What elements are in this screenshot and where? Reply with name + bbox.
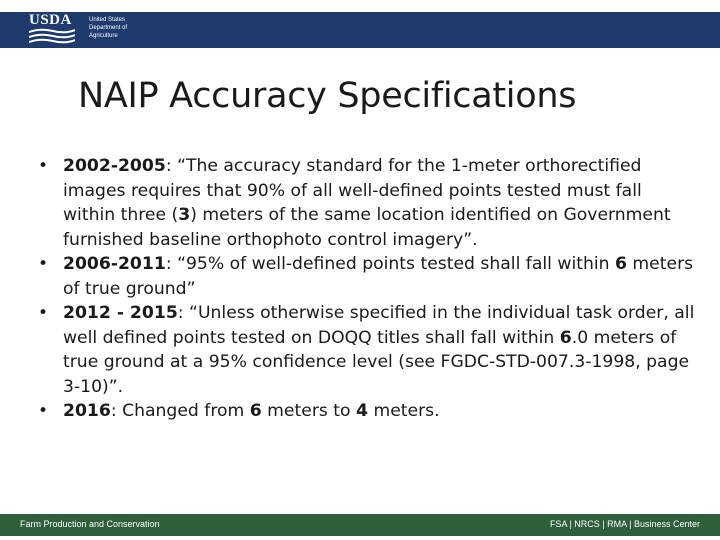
bullet-text: : “95% of well-defined points tested shall fall within [165,254,615,274]
bullet-text: : “The accuracy standard for the 1-meter orthorectified images requires that 90% of all well-defined points tested must fall within three ( [63,156,642,225]
footer-left-text: Farm Production and Conservation [20,519,160,529]
usda-logo [27,12,167,48]
bullet-text: meters. [367,401,440,421]
bullet-period-label: 2016 [63,401,111,421]
bullet-text: ) meters of the same location identified on Government furnished baseline orthophoto control imagery”. [63,205,671,250]
bullet-period-label: 2012 - 2015 [63,303,178,323]
bullet-dot-icon: • [38,401,49,421]
bullet-emphasis-value: 4 [356,401,368,421]
usda-agency-name [89,16,127,40]
bullet-text: : “Unless otherwise specified in the individual task order, all well defined points tested on DOQQ titles shall fall within [63,303,695,348]
bullet-emphasis-value: 3 [178,205,191,225]
bullet-text: : Changed from [110,401,250,421]
agency-line-3: Agriculture [89,33,118,39]
bullet-dot-icon: • [38,156,49,176]
bullet-text: .0 meters of true ground at a 95% confidence level (see FGDC-STD-007.3-1998, page 3-10)”. [63,327,690,397]
bullet-dot-icon: • [38,303,49,323]
usda-logo-waves-icon [29,28,75,46]
footer-right-text: FSA | NRCS | RMA | Business Center [549,519,700,529]
bullet-dot-icon: • [38,254,49,274]
bullet-period-label: 2002-2005 [63,156,166,176]
bullet-list [38,154,698,424]
bullet-text: meters of true ground” [63,254,694,299]
usda-logo-text: USDA [29,12,72,28]
bullet-item [38,252,698,301]
bullet-item [38,301,698,399]
bullet-item [38,154,698,252]
bullet-period-label: 2006-2011 [63,254,166,274]
bullet-emphasis-value: 6 [559,327,572,348]
agency-line-1: United States [89,17,126,23]
bullet-emphasis-value: 6 [249,401,262,421]
agency-line-2: Department of [89,25,128,31]
bullet-item [38,399,698,424]
bullet-emphasis-value: 6 [615,254,627,274]
bullet-text: meters to [261,401,357,421]
slide-title: NAIP Accuracy Specifications [78,76,577,116]
